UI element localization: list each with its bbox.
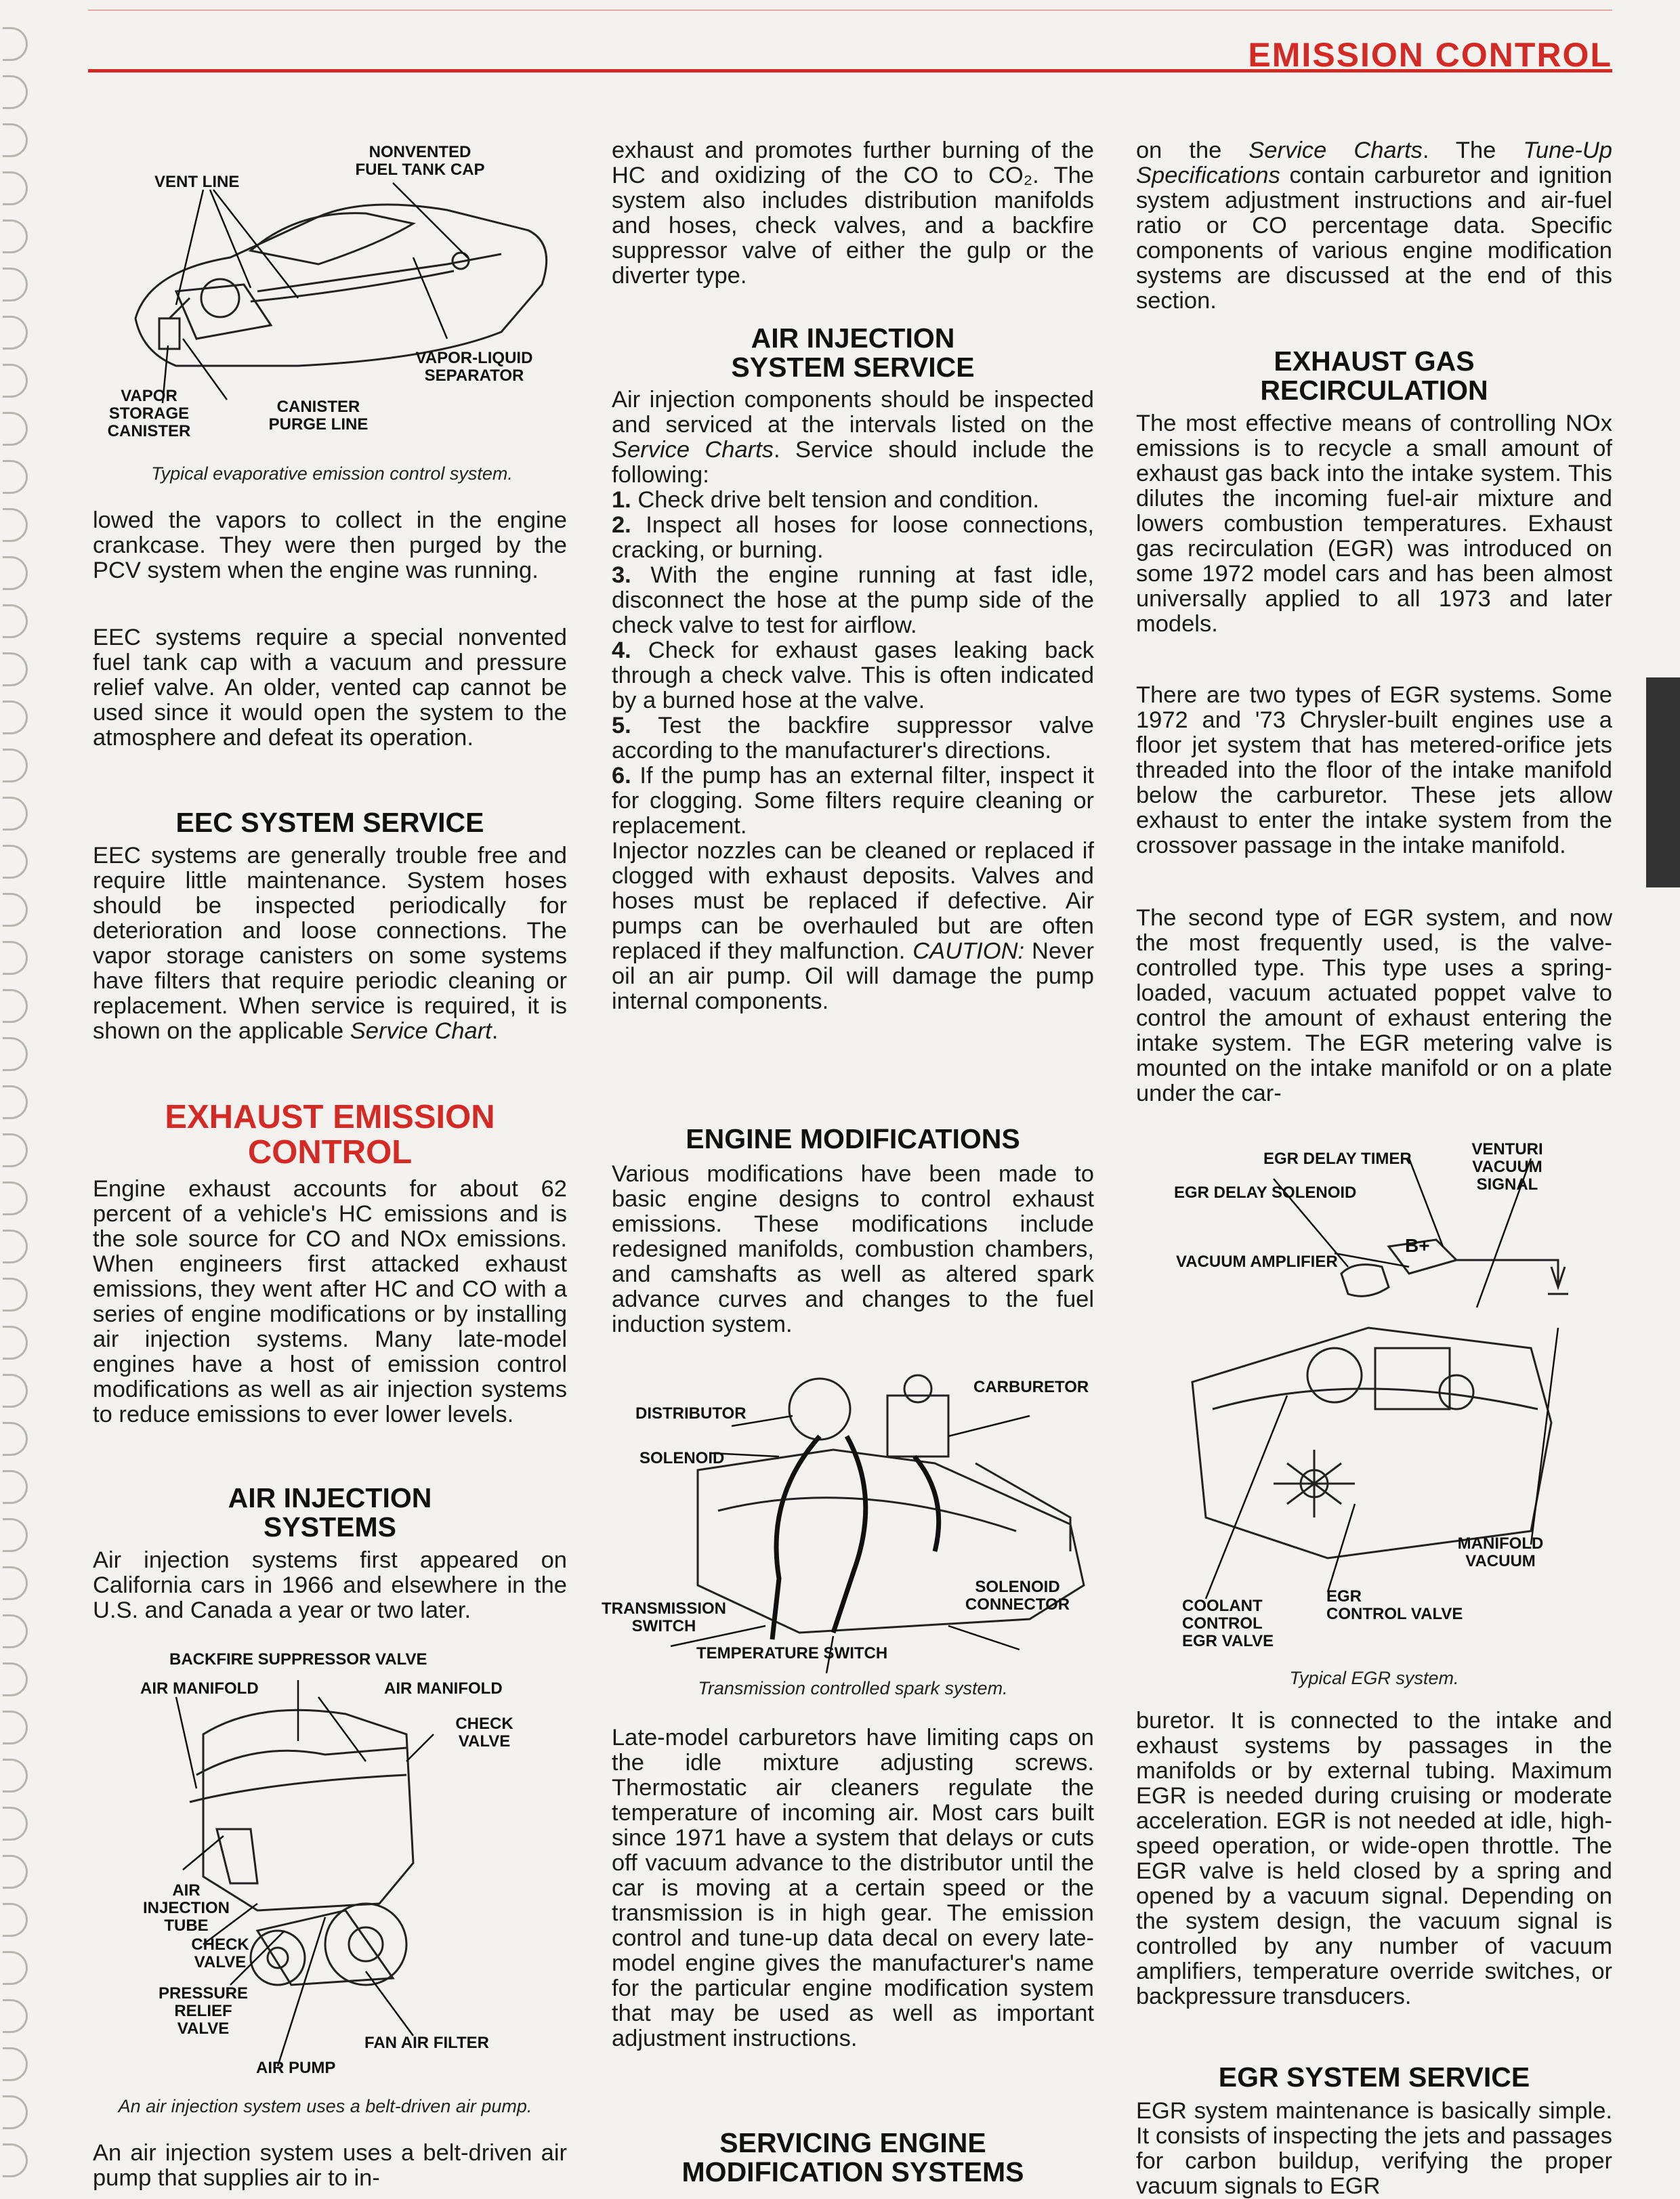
binder-hole <box>3 1278 28 1312</box>
binder-hole <box>3 316 28 350</box>
col3-paragraph-6 <box>1136 2099 1612 2199</box>
label-solenoid: SOLENOID <box>639 1449 725 1467</box>
binder-hole <box>3 749 28 782</box>
egr-illustration <box>1152 1125 1612 1667</box>
label-venturi-vacuum-signal: VENTURI VACUUM SIGNAL <box>1471 1140 1543 1194</box>
col2-paragraph-4 <box>612 1162 1094 1337</box>
label-b-plus: B+ <box>1405 1235 1430 1256</box>
binder-hole <box>3 412 28 446</box>
egr-caption: Typical EGR system. <box>1289 1668 1459 1688</box>
step-number: 4. <box>612 637 631 663</box>
binder-hole <box>3 893 28 927</box>
col1-p3-service-chart: Service Chart <box>350 1018 492 1044</box>
col3-paragraph-5 <box>1136 1709 1612 2009</box>
service-step-4 <box>612 638 1094 713</box>
label-check-valve-low: CHECK VALVE <box>191 1935 249 1971</box>
binder-hole <box>3 1085 28 1119</box>
col2-p3-end: Never oil an air pump. Oil will damage the pump internal components. <box>612 938 1094 1014</box>
binder-hole <box>3 1133 28 1167</box>
label-vent-line: VENT LINE <box>154 173 240 191</box>
binder-hole <box>3 845 28 879</box>
binder-hole <box>3 27 28 61</box>
col2-p4-text: Various modifications have been made to basic engine designs to control exhaust emissions. These modifications include redesigned manifolds, combustion chambers, and camshafts as well as altered spark advance curves and changes to the fuel induction system. <box>612 1161 1094 1337</box>
section-thumb-tab <box>1646 677 1680 887</box>
col1-p1-text: lowed the vapors to collect in the engine crankcase. They were then purged by the PCV system when the engine was running. <box>93 507 567 583</box>
col1-p3-text: EEC systems are generally trouble free and require little maintenance. System hoses should be inspected periodically for deterioration and loose connections. The vapor storage canisters on some systems have filters that require periodic cleaning or replacement. When service is required, it is shown on the applicable <box>93 843 567 1044</box>
label-egr-delay-timer: EGR DELAY TIMER <box>1263 1150 1412 1168</box>
binder-hole <box>3 1951 28 1985</box>
col1-paragraph-6 <box>93 2141 567 2191</box>
col3-p3-text: There are two types of EGR systems. Some 1972 and '73 Chrysler-built engines use a floor jet system that has metered-orifice jets threaded into the floor of the intake manifold below the carburetor. These jets allow exhaust to enter the intake system from the crossover passage in the intake manifold. <box>1136 682 1612 858</box>
binder-hole <box>3 508 28 542</box>
col3-p6-text: EGR system maintenance is basically simple. It consists of inspecting the jets and passages for carbon buildup, verifying the proper vacuum signals to EGR <box>1136 2098 1612 2199</box>
col1-paragraph-1 <box>93 508 567 583</box>
heading-eec-service: EEC SYSTEM SERVICE <box>175 807 484 838</box>
label-manifold-vacuum: MANIFOLD VACUUM <box>1457 1534 1544 1570</box>
step-number: 2. <box>612 512 631 538</box>
col1-p6-text: An air injection system uses a belt-driven air pump that supplies air to in- <box>93 2140 567 2191</box>
label-egr-control-valve: EGR CONTROL VALVE <box>1326 1587 1463 1623</box>
binder-hole <box>3 1422 28 1456</box>
section-title: EMISSION CONTROL <box>1248 36 1612 74</box>
label-coolant-control-egr-valve: COOLANT CONTROL EGR VALVE <box>1182 1597 1274 1650</box>
step-number: 5. <box>612 713 631 738</box>
col2-p2-text: Air injection components should be inspected and serviced at the intervals listed on the <box>612 387 1094 438</box>
binder-hole <box>3 700 28 734</box>
service-step-3 <box>612 563 1094 638</box>
col3-p1-service-charts: Service Charts <box>1248 138 1423 163</box>
step-text: Inspect all hoses for loose connections, cracking, or burning. <box>612 512 1094 563</box>
label-temperature-switch: TEMPERATURE SWITCH <box>696 1644 888 1662</box>
label-canister-purge-line: CANISTER PURGE LINE <box>268 398 369 434</box>
step-text: If the pump has an external filter, inspect it for clogging. Some filters require cleaning or replacement. <box>612 763 1094 839</box>
step-number: 1. <box>612 487 631 513</box>
service-step-1 <box>612 488 1094 513</box>
binder-hole <box>3 268 28 301</box>
col3-paragraph-4 <box>1136 906 1612 1106</box>
binder-hole <box>3 2095 28 2129</box>
col3-paragraph-2 <box>1136 411 1612 637</box>
col2-p5-text: Late-model carburetors have limiting caps on the idle mixture adjusting screws. Thermostatic air cleaners regulate the temperature of incoming air. Most cars built since 1971 have a system that delays or cuts off vacuum advance to the distributor until the car is moving at a certain speed or the transmission is in high gear. The emission control and tune-up data decal on every late-model engine gives the manufacturer's name for the particular engine modification system that may be used as well as important adjustment instructions. <box>612 1725 1094 2051</box>
binder-hole <box>3 1759 28 1793</box>
binder-hole <box>3 941 28 975</box>
binder-hole <box>3 1326 28 1360</box>
binder-hole <box>3 75 28 109</box>
service-step-2 <box>612 513 1094 563</box>
label-egr-delay-solenoid: EGR DELAY SOLENOID <box>1174 1184 1357 1202</box>
col1-paragraph-2 <box>93 625 567 751</box>
col2-p3-text: Injector nozzles can be cleaned or replaced if clogged with exhaust deposits. Valves and hoses must be replaced if defective. Air pumps can be overhauled but are often replaced if they malfunction. <box>612 838 1094 964</box>
top-thin-rule <box>88 9 1612 11</box>
col1-p2-text: EEC systems require a special nonvented fuel tank cap with a vacuum and pressure relief valve. An older, vented cap cannot be used since it would open the system to the atmosphere and defeat its operation. <box>93 625 567 751</box>
col2-p1-text: exhaust and promotes further burning of the HC and oxidizing of the CO to CO₂. The system also includes distribution manifolds and hoses, check valves, and a backfire suppressor valve of either the gulp or the diverter type. <box>612 138 1094 289</box>
binder-hole <box>3 1614 28 1648</box>
step-text: Test the backfire suppressor valve according to the manufacturer's directions. <box>612 713 1094 763</box>
col3-paragraph-1 <box>1136 138 1612 314</box>
step-text: Check drive belt tension and condition. <box>637 487 1039 513</box>
binder-hole <box>3 1662 28 1696</box>
label-air-injection-tube: AIR INJECTION TUBE <box>142 1881 230 1935</box>
binder-hole <box>3 123 28 157</box>
binder-hole <box>3 2143 28 2177</box>
col1-p4-text: Engine exhaust accounts for about 62 percent of a vehicle's HC emissions and is the sole source for CO and NOx emissions. When engineers first attacked exhaust emissions, they went after HC and CO with a series of engine modifications or by installing air injection systems. Many late-model engines have a host of emission control modifications as well as air injection systems to reduce emissions to ever lower levels. <box>93 1176 567 1427</box>
label-distributor: DISTRIBUTOR <box>635 1404 747 1423</box>
air-injection-caption: An air injection system uses a belt-driven air pump. <box>118 2096 532 2116</box>
evap-caption: Typical evaporative emission control system. <box>151 463 513 484</box>
binder-hole <box>3 797 28 831</box>
label-air-manifold-right: AIR MANIFOLD <box>384 1679 503 1698</box>
binder-hole <box>3 1037 28 1071</box>
label-vacuum-amplifier: VACUUM AMPLIFIER <box>1176 1253 1338 1271</box>
step-number: 6. <box>612 763 631 789</box>
heading-air-injection-systems: AIR INJECTION SYSTEMS <box>228 1482 432 1543</box>
label-air-pump: AIR PUMP <box>256 2059 336 2077</box>
col1-paragraph-3 <box>93 843 567 1044</box>
col3-p1-text: on the <box>1136 138 1249 163</box>
label-check-valve-top: CHECK VALVE <box>455 1715 513 1751</box>
col2-p2-service-charts: Service Charts <box>612 437 774 463</box>
col3-p1-mid: . The <box>1422 138 1524 163</box>
binder-hole <box>3 1374 28 1408</box>
col1-p3-end: . <box>491 1018 499 1044</box>
binder-hole <box>3 171 28 205</box>
col3-p5-text: buretor. It is connected to the intake and exhaust systems by passages in the manifolds or by external tubing. Maximum EGR is needed during cruising or moderate acceleration. EGR is not needed at idle, high-speed operation, or wide-open throttle. The EGR valve is held closed by a spring and opened by a vacuum signal. Depending on the system design, the vacuum signal is controlled by any number of vacuum amplifiers, temperature override switches, or backpressure transducers. <box>1136 1708 1612 2009</box>
binder-hole <box>3 1807 28 1841</box>
binder-hole <box>3 1470 28 1504</box>
col2-paragraph-5 <box>612 1725 1094 2051</box>
binder-hole <box>3 556 28 590</box>
step-number: 3. <box>612 562 631 588</box>
binder-hole <box>3 604 28 638</box>
step-text: With the engine running at fast idle, disconnect the hose at the pump side of the check valve to test for airflow. <box>612 562 1094 638</box>
col2-paragraph-2 <box>612 388 1094 1014</box>
service-step-5 <box>612 713 1094 763</box>
label-air-manifold-left: AIR MANIFOLD <box>140 1679 259 1698</box>
binder-hole <box>3 219 28 253</box>
label-transmission-switch: TRANSMISSION SWITCH <box>601 1599 726 1635</box>
binder-hole <box>3 1711 28 1744</box>
heading-exhaust-gas-recirculation: EXHAUST GAS RECIRCULATION <box>1260 345 1488 406</box>
heading-air-injection-service: AIR INJECTION SYSTEM SERVICE <box>731 322 975 383</box>
heading-exhaust-emission-control: EXHAUST EMISSION CONTROL <box>165 1099 495 1171</box>
col2-paragraph-1 <box>612 138 1094 289</box>
col2-p3-caution: CAUTION: <box>912 938 1025 964</box>
binder-edge <box>0 0 34 2187</box>
label-nonvented-cap: NONVENTED FUEL TANK CAP <box>355 143 485 179</box>
binder-hole <box>3 652 28 686</box>
binder-hole <box>3 1230 28 1263</box>
col3-p1-tune-up-specs: Tune-Up Specifications <box>1136 138 1612 188</box>
label-vapor-storage-canister: VAPOR STORAGE CANISTER <box>107 387 191 440</box>
col1-paragraph-5 <box>93 1548 567 1623</box>
service-step-6 <box>612 763 1094 839</box>
binder-hole <box>3 989 28 1023</box>
heading-egr-system-service: EGR SYSTEM SERVICE <box>1218 2061 1530 2093</box>
binder-hole <box>3 1999 28 2033</box>
heading-servicing-engine-modification: SERVICING ENGINE MODIFICATION SYSTEMS <box>681 2127 1024 2187</box>
label-backfire-suppressor-valve: BACKFIRE SUPPRESSOR VALVE <box>169 1650 427 1669</box>
step-text: Check for exhaust gases leaking back through a check valve. This is often indicated by a burned hose at the valve. <box>612 637 1094 713</box>
binder-hole <box>3 2047 28 2081</box>
col3-paragraph-3 <box>1136 683 1612 858</box>
label-carburetor: CARBURETOR <box>973 1378 1089 1396</box>
label-pressure-relief-valve: PRESSURE RELIEF VALVE <box>158 1984 249 2038</box>
binder-hole <box>3 1518 28 1552</box>
col2-p2-end: . Service should include the following: <box>612 437 1094 488</box>
binder-hole <box>3 1855 28 1889</box>
binder-hole <box>3 1181 28 1215</box>
label-fan-air-filter: FAN AIR FILTER <box>364 2034 489 2052</box>
binder-hole <box>3 460 28 494</box>
binder-hole <box>3 364 28 398</box>
heading-engine-modifications: ENGINE MODIFICATIONS <box>686 1123 1020 1154</box>
col3-p2-text: The most effective means of controlling NOx emissions is to recycle a small amount of exhaust gas back into the intake system. This dilutes the incoming fuel-air mixture and lowers combustion temperatures. Exhaust gas recirculation (EGR) was introduced on some 1972 model cars and has been almost universally applied to all 1973 and later models. <box>1136 411 1612 637</box>
label-vapor-liquid-separator: VAPOR-LIQUID SEPARATOR <box>415 349 533 385</box>
binder-hole <box>3 1566 28 1600</box>
col3-p4-text: The second type of EGR system, and now the most frequently used, is the valve-controlled type. This type uses a spring-loaded, vacuum actuated poppet valve to control the amount of exhaust entering the intake system. The EGR metering valve is mounted on the intake manifold or on a plate under the car- <box>1136 905 1612 1106</box>
binder-hole <box>3 1903 28 1937</box>
col3-p1-end: contain carburetor and ignition system adjustment instructions and air-fuel ratio or CO percentage data. Specific components of various engine modification systems are discussed at the end of this section. <box>1136 163 1612 314</box>
col1-paragraph-4 <box>93 1177 567 1427</box>
spark-caption: Transmission controlled spark system. <box>698 1678 1008 1698</box>
col1-p5-text: Air injection systems first appeared on California cars in 1966 and elsewhere in the U.S. and Canada a year or two later. <box>93 1547 567 1623</box>
egr-figure <box>1152 1125 1612 1667</box>
label-solenoid-connector: SOLENOID CONNECTOR <box>965 1578 1070 1614</box>
